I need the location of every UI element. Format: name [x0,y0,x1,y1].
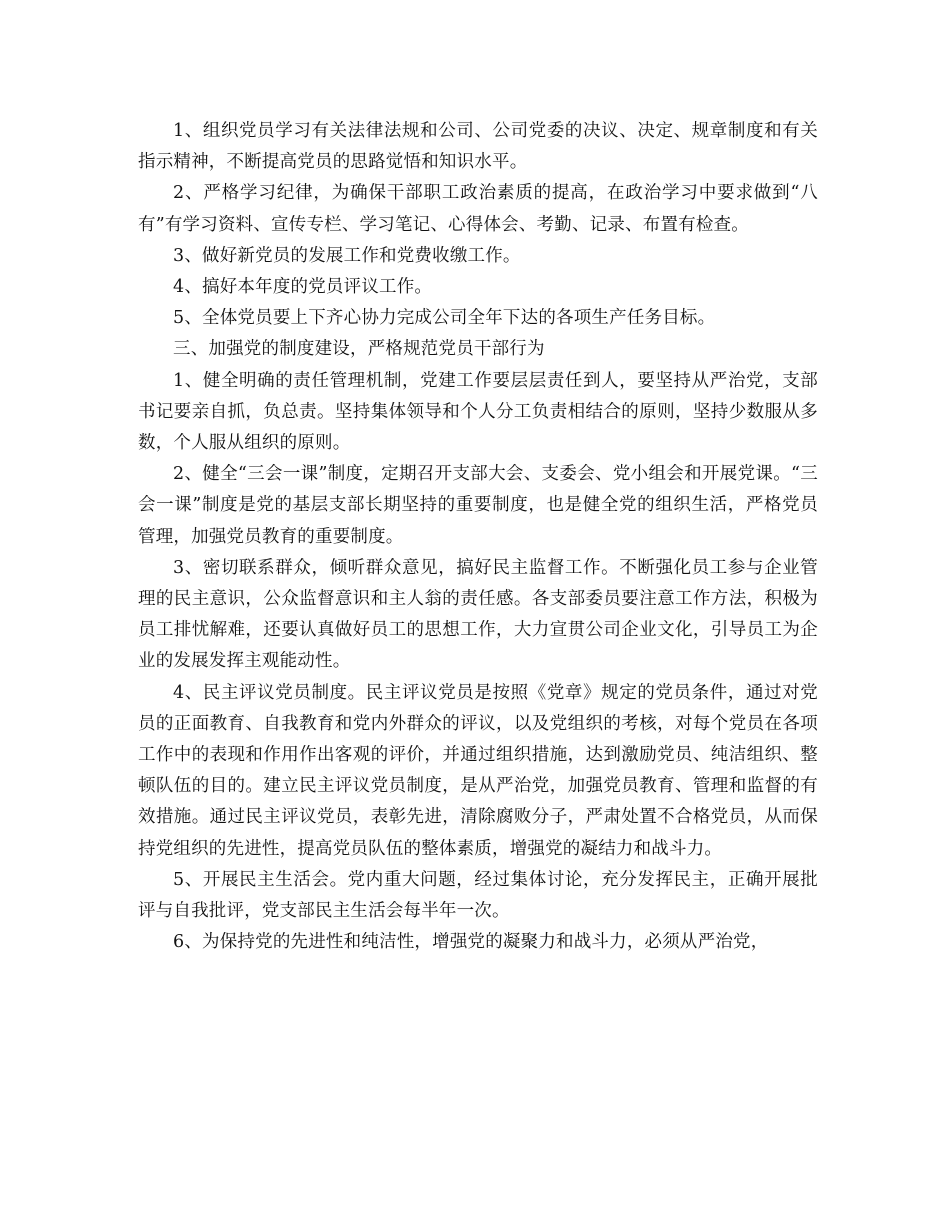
paragraph-8: 2、健全“三会一课”制度，定期召开支部大会、支委会、党小组会和开展党课。“三会一课”制度是党的基层支部长期坚持的重要制度，也是健全党的组织生活，严格党员管理，加强党员教育的重要制度。 [138,464,818,547]
paragraph-7: 1、健全明确的责任管理机制，党建工作要层层责任到人，要坚持从严治党，支部书记要亲自抓，负总责。坚持集体领导和个人分工负责相结合的原则，坚持少数服从多数，个人服从组织的原则。 [138,370,818,454]
paragraph-1: 1、组织党员学习有关法律法规和公司、公司党委的决议、决定、规章制度和有关指示精神，不断提高党员的思路觉悟和知识水平。 [138,121,818,173]
paragraph-10: 4、民主评议党员制度。民主评议党员是按照《党章》规定的党员条件，通过对党员的正面教育、自我教育和党内外群众的评议，以及党组织的考核，对每个党员在各项工作中的表现和作用作出客观的评价，并通过组织措施，达到激励党员、纯洁组织、整顿队伍的目的。建立民主评议党员制度，是从严治党，加强党员教育、管理和监督的有效措施。通过民主评议党员，表彰先进，清除腐败分子，严肃处置不合格党员，从而保持党组织的先进性，提高党员队伍的整体素质，增强党的凝结力和战斗力。 [138,682,818,859]
paragraph-4: 4、搞好本年度的党员评议工作。 [173,277,433,298]
paragraph-5: 5、全体党员要上下齐心协力完成公司全年下达的各项生产任务目标。 [173,308,716,329]
section-heading: 三、加强党的制度建设，严格规范党员干部行为 [173,339,545,360]
paragraph-3: 3、做好新党员的发展工作和党费收缴工作。 [173,245,521,266]
paragraph-11: 5、开展民主生活会。党内重大问题，经过集体讨论，充分发挥民主，正确开展批评与自我批评，党支部民主生活会每半年一次。 [138,869,818,922]
document-body [138,116,818,958]
paragraph-12: 6、为保持党的先进性和纯洁性，增强党的凝聚力和战斗力，必须从严治党， [173,932,769,953]
paragraph-2: 2、严格学习纪律，为确保干部职工政治素质的提高，在政治学习中要求做到“八有”有学习资料、宣传专栏、学习笔记、心得体会、考勤、记录、布置有检查。 [138,183,818,235]
paragraph-9: 3、密切联系群众，倾听群众意见，搞好民主监督工作。不断强化员工参与企业管理的民主意识，公众监督意识和主人翁的责任感。各支部委员要注意工作方法，积极为员工排忧解难，还要认真做好员工的思想工作，大力宣贯公司企业文化，引导员工为企业的发展发挥主观能动性。 [138,557,818,672]
